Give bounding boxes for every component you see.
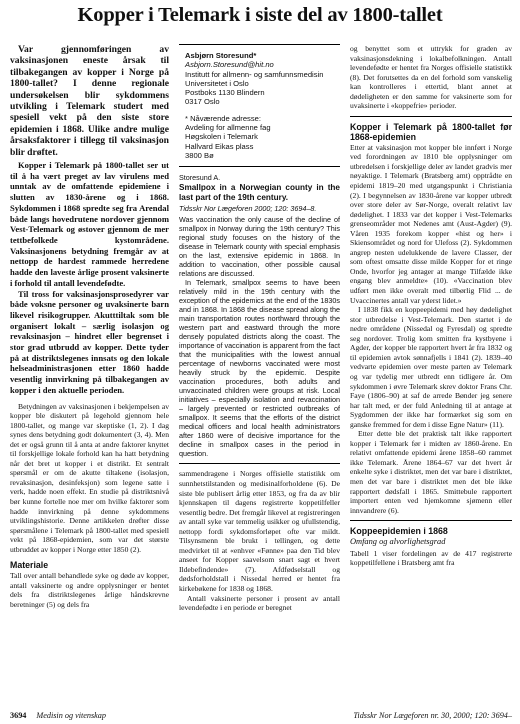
- author-note: * Nåværende adresse:: [185, 113, 261, 123]
- body-paragraph: Tall over antall behandlede syke og døde av kopper, antall vaksinerte og andre opplysninger er hentet dels fra distriktslegenes årlige håndskrevne beretninger (5) og dels fra: [10, 571, 169, 609]
- body-paragraph: Tabell 1 viser fordelingen av de 417 registrerte koppetilfellene i Bratsberg amt fra: [350, 548, 512, 568]
- author-note-line: 3800 Bø: [185, 150, 214, 160]
- body-paragraph: og benyttet som et uttrykk for graden av vaksinasjonsdekning i lokalbefolkningen. Antall levendefødte er hentet fra Norges offisielle statistikk (8). Det forutsettes da en del forhold som vanskelig kan kontrolleres i ettertid, blant annet at dødeligheten er den samme for vaksinerte som for uvaksinerte i «koppefrie» perioder.: [350, 44, 512, 111]
- abstract-citation: Tidsskr Nor Lægeforen 2000; 120: 3694–8.: [179, 204, 317, 214]
- abstract-paragraph: In Telemark, smallpox seems to have been relatively mild in the 19th century with the exception of the epidemics at the end of the 1830s and in 1868. In 1868 the disease spread along the main transportation routes northward through the western part and eastward through the more densely populated districts along the coast. The importance of vaccination is apparent from the fact that the municipalities with the lowest annual percentage of newborns vaccinated were most heavily struck by the epidemic. Despite vaccination procedures, both adults and unvaccinated children were groups at risk. Local initiatives – especially isolation and revaccination – largely prevented or restricted outbreaks of smallpox. It seems that the efforts of the district medical officers and local health administrators after 1860 were of decisive importance for the decline in smallpox cases in the period in question.: [179, 278, 340, 459]
- divider: [350, 116, 512, 117]
- author-address-line: Postboks 1130 Blindern: [185, 88, 265, 98]
- abstract-paragraph: Was vaccination the only cause of the decline of smallpox in Norway during the 19th century? This regional study focuses on the history of the disease in Telemark county with special emphasis on the last, extensive epidemic in 1868. In addition to vaccination, other possible causal relations are discussed.: [179, 215, 340, 279]
- lead-section: [10, 44, 169, 396]
- column-right: [350, 44, 512, 709]
- section-name: Medisin og vitenskap: [36, 711, 106, 720]
- body-paragraph: Betydningen av vaksinasjonen i bekjempelsen av kopper ble diskutert på legehold gjennom hele 1800-tallet, og mange var skeptiske (1, 2). I dag synes dens betydning godt dokumentert (3, 4). Men det er også grunn til å anta at andre faktorer knyttet til forskjellige lokale forhold kan ha hatt betydning når det bret ut kopper i et distrikt. Et sentralt spørsmål er om de akutte tiltakene (isolasjon, revaksinasjon, desinfeksjon) som legene satte i verk, hadde noen effekt. En studie på distriktsnivå bør kunne fortelle noe mer om hvilke faktorer som hadde innvirkning på denne sykdommens utviklingshistorie. Denne artikkelen drøfter disse spørsmålene i Telemark på 1800-tallet med spesiell vekt på 1868-epidemien, som var det største utbruddet av kopper i Norge etter 1850 (2).: [10, 401, 169, 554]
- author-address-line: Universitetet i Oslo: [185, 78, 249, 88]
- lead-paragraph: Var gjennomføringen av vaksinasjonen eneste årsak til tilbakegangen av kopper i Norge på 1800-tallet? I denne regionale undersøkelsen blir sykdommens utvikling i Telemark studert med spesiell vekt på den siste store epidemien i 1868. Ulike andre mulige årsaksfaktorer i tillegg til vaksinasjon blir drøftet.: [10, 44, 169, 158]
- body-paragraph: Etter dette ble det praktisk talt ikke rapportert kopper i Telemark før i midten av 1860-årene. En relativt omfattende epidemi årene 1858–60 rammet ikke Telemark. Årene 1864–67 var det hvert år enkelte syke i distriktet, men det var bare i distriktet, men det var bare i distriktet men det ble ikke rapportert dødsfall i 1865. Smittebule rapportert importert enten ved hjemkomne sjømenn eller innvandrere (6).: [350, 429, 512, 515]
- body-paragraph: sammendragene i Norges offisielle statistikk om sunnhetstilstanden og medisinalforholdene (6). De siste ble publisert årlig etter 1853, og fra da av blir kjennskapen til dagens registrerte koppetilfeller vesentlig bedre. Det fremgår likevel at registreringen av antall syke var temmelig usikker og ufullstendig, nettopp fordi sykdomsforløpet ofte var mildt. Tilsynsmenn ble brukt i tellingen, og dette medvirket til at «enhver «Fønne» paa den Tid blev anseet for Kopper saavelsom snart sagt et hvert Ildebefindende» (7). Afdfødselstall og dødsforholdstall i Nissedal herred er hentet fra kirkebøkene for 1838 og 1868.: [179, 469, 340, 594]
- divider: [179, 463, 340, 464]
- section-heading-materiale: Materiale: [10, 560, 49, 571]
- author-name: Asbjørn Storesund*: [185, 51, 257, 60]
- section-heading-before-1868: Kopper i Telemark på 1800-tallet før 1868-epidemien: [350, 121, 512, 142]
- divider: [350, 520, 512, 521]
- lead-paragraph: Til tross for vaksinasjonsprosedyrer var både voksne personer og uvaksinerte barn likevel risikogrupper. Akutttiltak som ble organisert lokalt – særlig isolasjon og revaksinasjon – hindret eller begrenset i stor grad utbrudd av kopper. Dette tyder på at distriktslegenes innsats og den lokale helseadministrasjonen etter 1860 hadde vesentlig innvirkning på tilbakegangen av kopper i den aktuelle perioden.: [10, 288, 169, 395]
- body-paragraph: Etter at vaksinasjon mot kopper ble innført i Norge ved forordningen av 1810 ble opplysninger om utbredelsen i forskjellige deler av landet gradvis mer nøyaktige. I Telemark (Bratsberg amt) opptrådte en epidemi 1819–20 med utgangspunkt i Christiania (2). I begynnelsen av 1830-årene var kopper utbredt over store deler av Sør-Norge, overalt relativt lav dødelighet. I 1833 var det kopper i Vest-Telemarks grenseområder mot Nedenes amt (Aust-Agder) (9). Våren 1935 forekom kopper «hist og her» i Skiensområdet og nord for Ulefoss (2). Sykdommen angrep nesten udelukkende de lavere Classer, der som oftest omsatte disse milde Kopper for et ringe Onde, hvorfor jeg antager at mange Tilfælde ikke engang blev anmeldte» (10). «Vaccination blev udført men ikke overalt med tilbørlig Flid ... de Uvaccinertes antall var yderst lidet.»: [350, 142, 512, 305]
- column-left: [10, 44, 169, 709]
- author-note-line: Avdeling for allmenne fag: [185, 123, 271, 133]
- author-box: [179, 44, 340, 167]
- author-note-line: Hallvard Eikas plass: [185, 141, 254, 151]
- body-paragraph: I 1838 fikk en koppeepidemi med høy dødelighet stor utbredelse i Vest-Telemark. Den startet i de nedre områdene (Nissedal og Fyresdal) og spredte seg nordover. Trolig kom smitten fra kystbyene i Agder, der kopper ble rapportert hvert år fra 1832 og til epidemien avtok sønnafjells i 1841 (2). 1839–40 vedvarte epidemien over meste parten av Telemark og var tydelig mer utbredt enn tidligere år. Om sykdommen i øvre Telemark skrev doktor Frans Chr. Faye (1806–90) at saf de arrede Bønder jeg senere har talt med, er der fuld Anledning til at antage at Sygdommen der ikke har formærket sig som en ganske fremmed for dem i disse Egne Natur» (11).: [350, 305, 512, 429]
- author-address-line: 0317 Oslo: [185, 97, 220, 107]
- abstract-author: Storesund A.: [179, 173, 221, 183]
- section-heading-epidemi: Koppeepidemien i 1868: [350, 526, 448, 537]
- page-number: 3694: [10, 711, 27, 720]
- column-middle: [179, 44, 340, 709]
- lead-paragraph: Kopper i Telemark på 1800-tallet ser ut til å ha vært preget av lav virulens med unntak av de omfattende epidemiene i slutten av 1830-årene og i 1868. Sykdommen i 1868 spredte seg fra Arendal både langs hovedrutene nordover gjennom Vest-Telemark og østover gjennom de mer tettbefolkede kystområdene. Vaksinasjonens betydning fremgår av at nettopp de hardest rammede herredene hadde den laveste årlige prosent vaksinerte i forhold til antall levendefødte.: [10, 160, 169, 288]
- english-abstract: [179, 173, 340, 458]
- abstract-title: Smallpox in a Norwegian county in the last part of the 19th century.: [179, 183, 340, 202]
- author-address-line: Institutt for allmenn- og samfunnsmedisin: [185, 69, 324, 79]
- journal-reference: Tidsskr Nor Lægeforen nr. 30, 2000; 120: 3694–: [353, 711, 512, 720]
- article-title: Kopper i Telemark i siste del av 1800-tallet: [77, 4, 443, 26]
- author-email[interactable]: Asbjorn.Storesund@hit.no: [185, 60, 274, 70]
- body-paragraph: Antall vaksinerte personer i prosent av antall levendefødte i en periode er beregnet: [179, 593, 340, 613]
- author-note-line: Høgskolen i Telemark: [185, 132, 258, 142]
- subheading: Omfang og alvorlighetsgrad: [350, 537, 446, 547]
